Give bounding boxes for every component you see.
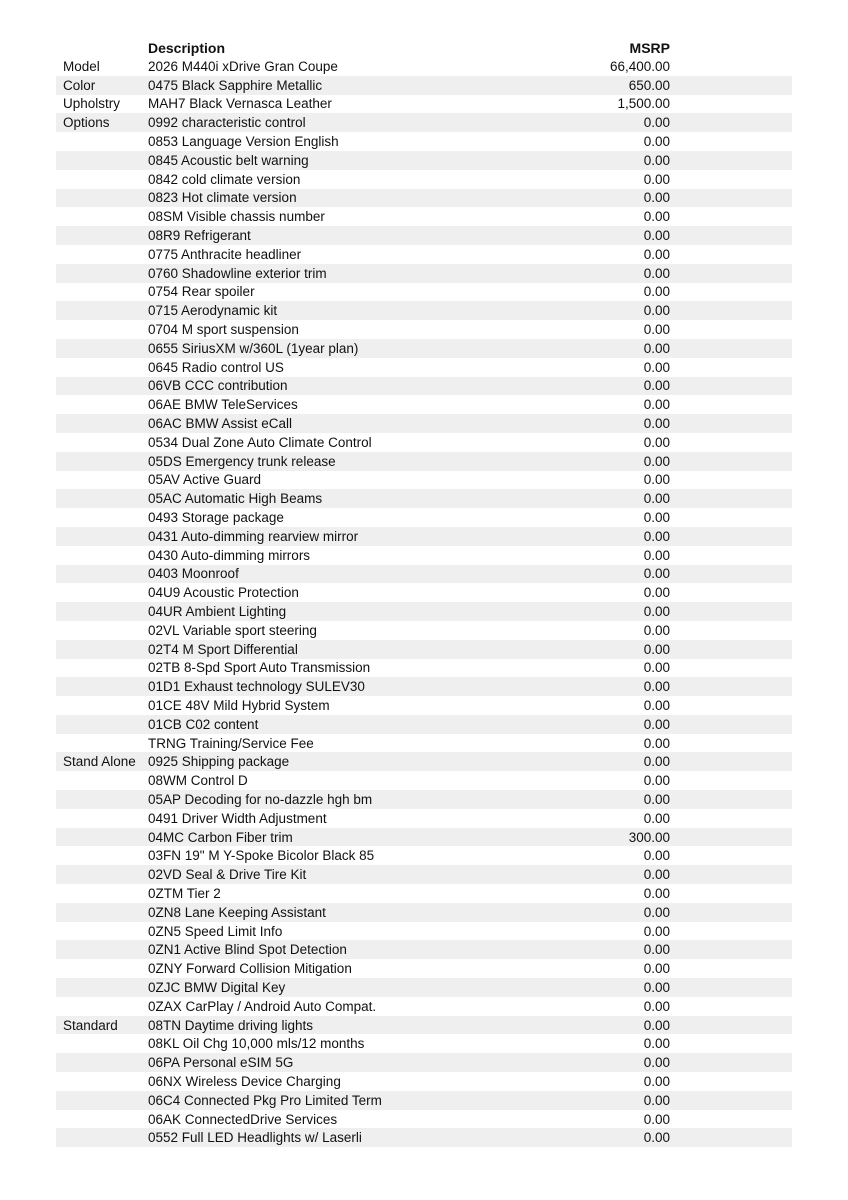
msrp-cell: 0.00 (643, 510, 670, 526)
msrp-cell: 0.00 (643, 416, 670, 432)
msrp-cell: 0.00 (643, 190, 670, 206)
description-cell: 01CE 48V Mild Hybrid System (148, 697, 330, 713)
msrp-cell: 650.00 (628, 77, 670, 93)
description-cell: 08KL Oil Chg 10,000 mls/12 months (148, 1036, 365, 1052)
description-cell: 0925 Shipping package (148, 754, 290, 770)
description-cell: 08WM Control D (148, 773, 248, 789)
table-row (56, 452, 792, 471)
table-row (56, 546, 792, 565)
category-cell: Color (63, 77, 96, 93)
description-cell: 0ZAX CarPlay / Android Auto Compat. (148, 998, 377, 1014)
line-items (56, 57, 792, 1147)
msrp-cell: 0.00 (643, 134, 670, 150)
description-cell: 0655 SiriusXM w/360L (1year plan) (148, 340, 359, 356)
table-row (56, 320, 792, 339)
description-cell: 02VL Variable sport steering (148, 622, 317, 638)
table-row (56, 1016, 792, 1035)
description-cell: 01CB C02 content (148, 716, 259, 732)
table-row (56, 565, 792, 584)
msrp-cell: 0.00 (643, 472, 670, 488)
msrp-cell: 0.00 (643, 284, 670, 300)
msrp-cell: 0.00 (643, 453, 670, 469)
table-row (56, 1053, 792, 1072)
table-row (56, 640, 792, 659)
table-row (56, 283, 792, 302)
msrp-cell: 0.00 (643, 979, 670, 995)
table-row (56, 395, 792, 414)
table-row (56, 583, 792, 602)
table-row (56, 508, 792, 527)
msrp-cell: 0.00 (643, 604, 670, 619)
description-cell: 0475 Black Sapphire Metallic (148, 77, 323, 93)
table-header (56, 38, 792, 57)
table-row (56, 170, 792, 189)
description-cell: 0715 Aerodynamic kit (148, 303, 278, 319)
table-row (56, 1110, 792, 1129)
msrp-cell: 0.00 (643, 942, 670, 958)
description-cell: 04U9 Acoustic Protection (148, 585, 299, 601)
table-row (56, 264, 792, 283)
msrp-cell: 0.00 (643, 434, 670, 450)
msrp-cell: 0.00 (643, 622, 670, 638)
table-row (56, 57, 792, 76)
msrp-cell: 0.00 (643, 867, 670, 883)
category-cell: Options (63, 115, 110, 131)
description-cell: 0992 characteristic control (148, 115, 306, 131)
table-row (56, 1034, 792, 1053)
msrp-cell: 0.00 (643, 679, 670, 695)
table-row (56, 602, 792, 621)
msrp-cell: 0.00 (643, 152, 670, 168)
msrp-cell: 0.00 (643, 378, 670, 394)
description-cell: 02T4 M Sport Differential (148, 641, 298, 657)
table-row (56, 809, 792, 828)
table-row (56, 922, 792, 941)
table-row (56, 959, 792, 978)
description-cell: 0ZNY Forward Collision Mitigation (148, 961, 352, 977)
description-cell: 08TN Daytime driving lights (148, 1017, 314, 1033)
table-row (56, 940, 792, 959)
msrp-cell: 0.00 (643, 1036, 670, 1052)
description-cell: 0ZJC BMW Digital Key (148, 979, 286, 995)
msrp-cell: 0.00 (643, 171, 670, 187)
msrp-cell: 0.00 (643, 491, 670, 507)
table-row (56, 1128, 792, 1147)
table-row (56, 489, 792, 508)
msrp-cell: 0.00 (643, 228, 670, 244)
msrp-cell: 300.00 (628, 829, 670, 845)
description-cell: 04UR Ambient Lighting (148, 604, 287, 619)
table-row (56, 978, 792, 997)
msrp-cell: 0.00 (643, 810, 670, 826)
table-row (56, 301, 792, 320)
msrp-cell: 0.00 (643, 791, 670, 807)
msrp-header: MSRP (629, 39, 670, 56)
msrp-cell: 66,400.00 (609, 58, 670, 74)
msrp-cell: 0.00 (643, 566, 670, 582)
table-row (56, 189, 792, 208)
table-row (56, 339, 792, 358)
description-cell: 0ZN1 Active Blind Spot Detection (148, 942, 347, 958)
msrp-cell: 0.00 (643, 1055, 670, 1071)
table-row (56, 245, 792, 264)
msrp-cell: 0.00 (643, 246, 670, 262)
description-cell: 08SM Visible chassis number (148, 209, 325, 225)
description-cell: 06AE BMW TeleServices (148, 397, 298, 413)
description-cell: 2026 M440i xDrive Gran Coupe (148, 58, 338, 74)
description-cell: 0645 Radio control US (148, 359, 284, 375)
description-cell: 0534 Dual Zone Auto Climate Control (148, 434, 372, 450)
msrp-cell: 0.00 (643, 1017, 670, 1033)
msrp-cell: 0.00 (643, 904, 670, 920)
msrp-cell: 0.00 (643, 322, 670, 338)
msrp-cell: 0.00 (643, 923, 670, 939)
description-cell: 03FN 19" M Y-Spoke Bicolor Black 85 (148, 848, 375, 864)
msrp-cell: 0.00 (643, 773, 670, 789)
description-cell: 06NX Wireless Device Charging (148, 1073, 341, 1089)
msrp-cell: 0.00 (643, 303, 670, 319)
description-cell: 0403 Moonroof (148, 566, 239, 582)
msrp-cell: 0.00 (643, 1130, 670, 1146)
description-cell: 02TB 8-Spd Sport Auto Transmission (148, 660, 371, 676)
description-cell: 0ZN8 Lane Keeping Assistant (148, 904, 326, 920)
msrp-cell: 0.00 (643, 209, 670, 225)
table-row (56, 377, 792, 396)
table-row (56, 433, 792, 452)
msrp-cell: 0.00 (643, 1073, 670, 1089)
table-row (56, 828, 792, 847)
msrp-cell: 0.00 (643, 998, 670, 1014)
category-cell: Upholstry (63, 96, 121, 112)
description-cell: 0ZTM Tier 2 (148, 885, 221, 901)
table-row (56, 752, 792, 771)
table-row (56, 790, 792, 809)
msrp-cell: 0.00 (643, 735, 670, 751)
table-row (56, 358, 792, 377)
table-row (56, 76, 792, 95)
category-cell: Stand Alone (63, 754, 136, 770)
msrp-cell: 0.00 (643, 397, 670, 413)
msrp-cell: 0.00 (643, 547, 670, 563)
table-row (56, 734, 792, 753)
description-cell: 05AV Active Guard (148, 472, 262, 488)
table-row (56, 884, 792, 903)
description-cell: 0775 Anthracite headliner (148, 246, 302, 262)
table-row (56, 151, 792, 170)
category-cell: Model (63, 58, 100, 74)
msrp-cell: 0.00 (643, 359, 670, 375)
table-row (56, 471, 792, 490)
msrp-cell: 0.00 (643, 641, 670, 657)
table-row (56, 1072, 792, 1091)
description-cell: 0493 Storage package (148, 510, 284, 526)
msrp-cell: 0.00 (643, 660, 670, 676)
msrp-cell: 0.00 (643, 754, 670, 770)
description-cell: 0430 Auto-dimming mirrors (148, 547, 311, 563)
msrp-cell: 0.00 (643, 585, 670, 601)
msrp-cell: 0.00 (643, 1111, 670, 1127)
msrp-cell: 0.00 (643, 1092, 670, 1108)
description-cell: 05AC Automatic High Beams (148, 491, 323, 507)
table-row (56, 95, 792, 114)
msrp-cell: 0.00 (643, 265, 670, 281)
table-row (56, 715, 792, 734)
description-cell: 0754 Rear spoiler (148, 284, 255, 300)
description-cell: 01D1 Exhaust technology SULEV30 (148, 679, 365, 695)
description-cell: 05AP Decoding for no-dazzle hgh bm (148, 791, 373, 807)
table-row (56, 527, 792, 546)
table-row (56, 903, 792, 922)
msrp-cell: 0.00 (643, 340, 670, 356)
description-cell: 04MC Carbon Fiber trim (148, 829, 293, 845)
description-cell: 06C4 Connected Pkg Pro Limited Term (148, 1092, 382, 1108)
table-row (56, 677, 792, 696)
table-row (56, 132, 792, 151)
msrp-cell: 0.00 (643, 716, 670, 732)
description-cell: 06PA Personal eSIM 5G (148, 1055, 294, 1071)
table-row (56, 113, 792, 132)
description-cell: 0552 Full LED Headlights w/ Laserli (148, 1130, 362, 1146)
msrp-cell: 0.00 (643, 697, 670, 713)
msrp-cell: 0.00 (643, 115, 670, 131)
table-row (56, 696, 792, 715)
msrp-cell: 0.00 (643, 961, 670, 977)
description-cell: 06AC BMW Assist eCall (148, 416, 293, 432)
table-row (56, 997, 792, 1016)
table-row (56, 226, 792, 245)
description-cell: 0431 Auto-dimming rearview mirror (148, 528, 359, 544)
description-cell: 0704 M sport suspension (148, 322, 299, 338)
table-row (56, 1091, 792, 1110)
table-row (56, 771, 792, 790)
description-cell: 0845 Acoustic belt warning (148, 152, 309, 168)
description-cell: 08R9 Refrigerant (148, 228, 251, 244)
table-row (56, 659, 792, 678)
description-cell: 0ZN5 Speed Limit Info (148, 923, 283, 939)
msrp-cell: 0.00 (643, 885, 670, 901)
description-cell: 06VB CCC contribution (148, 378, 288, 394)
description-cell: MAH7 Black Vernasca Leather (148, 96, 332, 112)
description-cell: 06AK ConnectedDrive Services (148, 1111, 338, 1127)
table-row (56, 621, 792, 640)
table-row (56, 865, 792, 884)
price-sheet (56, 38, 792, 1147)
description-cell: 05DS Emergency trunk release (148, 453, 336, 469)
description-cell: 0760 Shadowline exterior trim (148, 265, 327, 281)
description-cell: 02VD Seal & Drive Tire Kit (148, 867, 307, 883)
category-cell: Standard (63, 1017, 118, 1033)
description-cell: 0853 Language Version English (148, 134, 339, 150)
table-row (56, 414, 792, 433)
description-header: Description (148, 39, 226, 56)
description-cell: 0823 Hot climate version (148, 190, 297, 206)
description-cell: 0491 Driver Width Adjustment (148, 810, 327, 826)
description-cell: TRNG Training/Service Fee (148, 735, 314, 751)
table-row (56, 207, 792, 226)
msrp-cell: 0.00 (643, 848, 670, 864)
msrp-cell: 1,500.00 (617, 96, 670, 112)
msrp-cell: 0.00 (643, 528, 670, 544)
description-cell: 0842 cold climate version (148, 171, 301, 187)
table-row (56, 846, 792, 865)
